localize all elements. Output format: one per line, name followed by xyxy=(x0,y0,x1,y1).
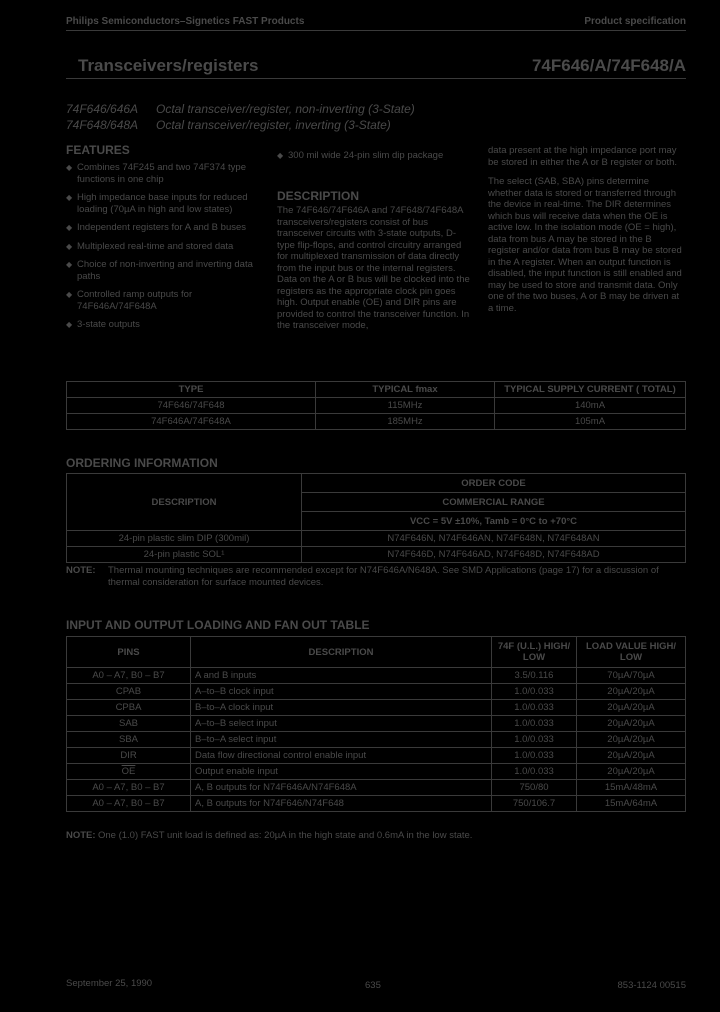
footer-date: September 25, 1990 xyxy=(66,978,153,989)
col-header: DESCRIPTION xyxy=(67,474,302,531)
table-header-row xyxy=(67,637,686,668)
table-row xyxy=(67,414,686,430)
table-cell: SAB xyxy=(67,716,191,732)
table-cell: 20µA/20µA xyxy=(577,684,686,700)
col-header: TYPICAL fmax xyxy=(316,382,495,398)
table-cell: 20µA/20µA xyxy=(577,764,686,780)
feature-item: ◆ Combines 74F245 and two 74F374 type functions in one chip xyxy=(66,162,266,185)
loading-table xyxy=(66,636,686,812)
table-cell: 140mA xyxy=(495,398,686,414)
feature-item: ◆ Controlled ramp outputs for 74F646A/74F648A xyxy=(66,289,266,312)
ordering-note: Thermal mounting techniques are recommended except for N74F646A/N648A. See SMD Applications (page 17) for a discussion of thermal consideration for surface mounted devices. xyxy=(108,565,659,588)
doc-code: 853-1124 00515 xyxy=(617,980,686,991)
table-row xyxy=(67,398,686,414)
table-cell: A0 – A7, B0 – B7 xyxy=(67,780,191,796)
page-number: 635 xyxy=(365,980,381,991)
table-cell: A and B inputs xyxy=(191,668,492,684)
description-para: data present at the high impedance port may be stored in either the A or B register or both. xyxy=(488,145,678,168)
table-row xyxy=(67,700,686,716)
table-cell: A–to–B clock input xyxy=(191,684,492,700)
table-cell: A, B outputs for N74F646/N74F648 xyxy=(191,796,492,812)
table-cell: 3.5/0.116 xyxy=(492,668,577,684)
feature-item: ◆ High impedance base inputs for reduced loading (70µA in high and low states) xyxy=(66,192,266,215)
table-row xyxy=(67,668,686,684)
header-rule xyxy=(66,30,686,31)
table-cell: 1.0/0.033 xyxy=(492,716,577,732)
subtitle-desc-2: Octal transceiver/register, inverting (3-State) xyxy=(156,118,391,132)
table-cell: 15mA/64mA xyxy=(577,796,686,812)
table-row xyxy=(67,732,686,748)
page-title: Transceivers/registers xyxy=(78,56,259,75)
table-cell: Data flow directional control enable input xyxy=(191,748,492,764)
feature-item: ◆ 3-state outputs xyxy=(66,319,266,331)
feature-item: ◆ Independent registers for A and B buses xyxy=(66,222,266,234)
table-cell: 20µA/20µA xyxy=(577,732,686,748)
table-cell: 70µA/70µA xyxy=(577,668,686,684)
title-rule xyxy=(66,78,686,79)
table-row xyxy=(67,547,686,563)
subtitle-part-1: 74F646/646A xyxy=(66,102,139,116)
feature-col2 xyxy=(277,150,472,169)
subtitle-part-2: 74F648/648A xyxy=(66,118,139,132)
table-cell: Output enable input xyxy=(191,764,492,780)
table-cell: B–to–A clock input xyxy=(191,700,492,716)
table-cell: 74F646A/74F648A xyxy=(67,414,316,430)
table-cell: 115MHz xyxy=(316,398,495,414)
loading-heading: INPUT AND OUTPUT LOADING AND FAN OUT TABLE xyxy=(66,618,370,632)
col-header: VCC = 5V ±10%, Tamb = 0°C to +70°C xyxy=(302,512,686,531)
table-cell: 1.0/0.033 xyxy=(492,732,577,748)
table-cell: 24-pin plastic slim DIP (300mil) xyxy=(67,531,302,547)
table-header-row xyxy=(67,474,686,493)
col-header: 74F (U.L.) HIGH/ LOW xyxy=(492,637,577,668)
col-header: DESCRIPTION xyxy=(191,637,492,668)
col-header: COMMERCIAL RANGE xyxy=(302,493,686,512)
ordering-heading: ORDERING INFORMATION xyxy=(66,456,218,470)
description-para: The select (SAB, SBA) pins determine whether data is stored or transferred through the device in real-time. The DIR determines which bus will receive data when the OE is active low. In the isolation mode (OE = high), data from bus A may be stored in the B register and/or data from bus B may be stored in the A register. When an output function is disabled, the input function is still enabled and may be used to store and transmit data. Only one of the two buses, A or B may be driven at a time. xyxy=(488,176,682,314)
table-header-row xyxy=(67,382,686,398)
table-cell: 1.0/0.033 xyxy=(492,764,577,780)
table-row xyxy=(67,748,686,764)
col-header: ORDER CODE xyxy=(302,474,686,493)
table-cell: DIR xyxy=(67,748,191,764)
table-cell: 1.0/0.033 xyxy=(492,748,577,764)
table-cell: 15mA/48mA xyxy=(577,780,686,796)
table-row xyxy=(67,531,686,547)
table-cell: 20µA/20µA xyxy=(577,748,686,764)
table-cell: 750/106.7 xyxy=(492,796,577,812)
table-row xyxy=(67,796,686,812)
table-cell: 1.0/0.033 xyxy=(492,700,577,716)
table-cell: 24-pin plastic SOL¹ xyxy=(67,547,302,563)
subtitle-desc-1: Octal transceiver/register, non-inverting (3-State) xyxy=(156,102,415,116)
description-text: The 74F646/74F646A and 74F648/74F648A transceivers/registers consist of bus transceiver circuits with 3-state outputs, D-type flip-flops, and control circuitry arranged for multiplexed transmission of data directly from the input bus or the internal registers. Data on the A or B bus will be clocked into the registers as the appropriate clock pin goes high. Output enable (OE) and DIR pins are provided to control the transceiver function. In the transceiver mode, xyxy=(277,205,470,331)
feature-item: ◆ 300 mil wide 24-pin slim dip package xyxy=(277,150,472,162)
table-row xyxy=(67,684,686,700)
description-heading: DESCRIPTION xyxy=(277,189,360,203)
table-cell: B–to–A select input xyxy=(191,732,492,748)
feature-item: ◆ Multiplexed real-time and stored data xyxy=(66,241,266,253)
table-row xyxy=(67,716,686,732)
table-cell: $\overline{OE}$ xyxy=(67,764,191,780)
table-cell: CPAB xyxy=(67,684,191,700)
table-cell: 20µA/20µA xyxy=(577,716,686,732)
table-cell: 74F646/74F648 xyxy=(67,398,316,414)
doc-header-right: Product specification xyxy=(584,16,686,27)
table-cell: 185MHz xyxy=(316,414,495,430)
features-list xyxy=(66,162,266,338)
table-cell: SBA xyxy=(67,732,191,748)
table-cell: N74F646N, N74F646AN, N74F648N, N74F648AN xyxy=(302,531,686,547)
col-header: TYPE xyxy=(67,382,316,398)
col-header: LOAD VALUE HIGH/ LOW xyxy=(577,637,686,668)
table-row xyxy=(67,780,686,796)
table-row xyxy=(67,764,686,780)
part-number-title: 74F646/A/74F648/A xyxy=(531,56,686,75)
features-heading: FEATURES xyxy=(66,143,130,157)
table-cell: 1.0/0.033 xyxy=(492,684,577,700)
doc-header-left: Philips Semiconductors–Signetics FAST Products xyxy=(66,16,305,27)
table-cell: A, B outputs for N74F646A/N74F648A xyxy=(191,780,492,796)
ordering-table xyxy=(66,473,686,563)
table-cell: A–to–B select input xyxy=(191,716,492,732)
ordering-note-label: NOTE: xyxy=(66,565,96,576)
table-cell: A0 – A7, B0 – B7 xyxy=(67,668,191,684)
feature-item: ◆ Choice of non-inverting and inverting data paths xyxy=(66,259,266,282)
col-header: TYPICAL SUPPLY CURRENT ( TOTAL) xyxy=(495,382,686,398)
loading-note-label: NOTE: xyxy=(66,830,96,841)
table-cell: N74F646D, N74F646AD, N74F648D, N74F648AD xyxy=(302,547,686,563)
table-cell: CPBA xyxy=(67,700,191,716)
type-table xyxy=(66,381,686,430)
description-col3 xyxy=(488,145,684,322)
loading-note: One (1.0) FAST unit load is defined as: 20µA in the high state and 0.6mA in the low state. xyxy=(98,830,473,841)
table-cell: 105mA xyxy=(495,414,686,430)
table-cell: A0 – A7, B0 – B7 xyxy=(67,796,191,812)
col-header: PINS xyxy=(67,637,191,668)
table-cell: 750/80 xyxy=(492,780,577,796)
table-cell: 20µA/20µA xyxy=(577,700,686,716)
